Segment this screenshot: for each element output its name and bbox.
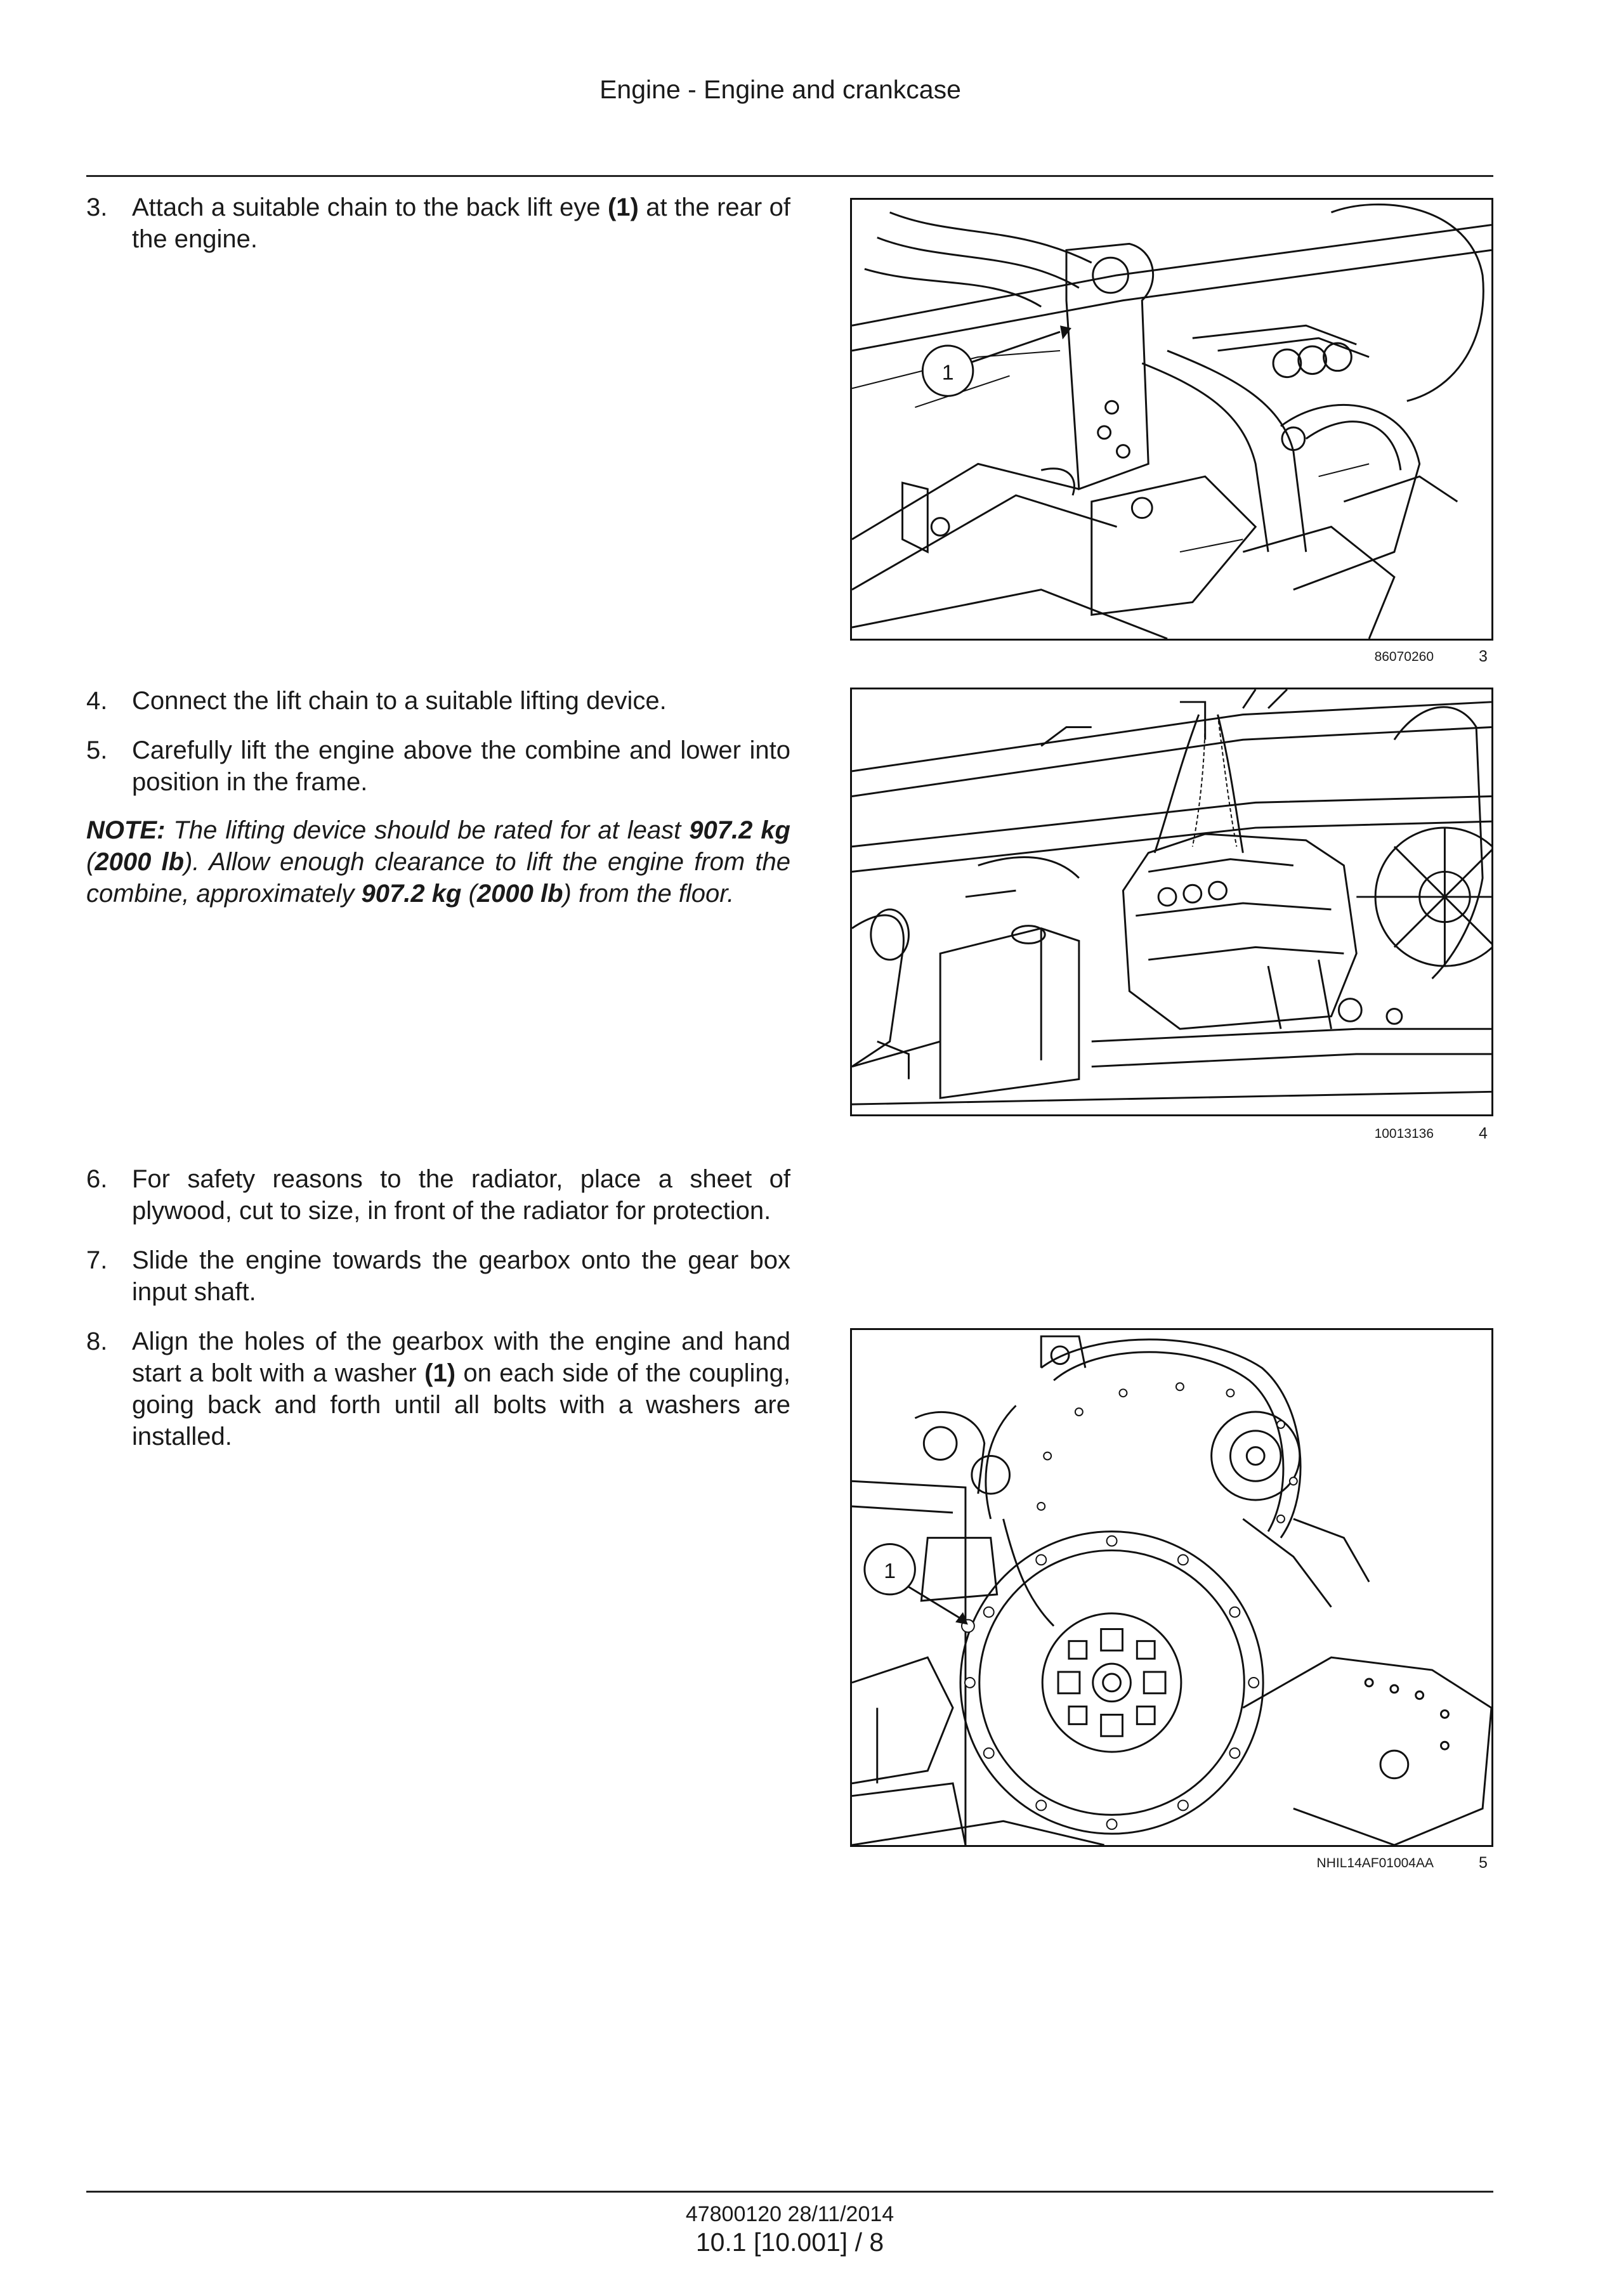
callout-label: 1: [941, 360, 954, 385]
figure-4-engine-lift-illustration: [850, 688, 1493, 1116]
step-text: For safety reasons to the radiator, place a sheet of plywood, cut to size, in front of the radiator for protection.: [132, 1165, 790, 1225]
step-7: [86, 1244, 790, 1308]
lifting-note: NOTE: The lifting device should be rated for at least 907.2 kg (2000 lb). Allow enough clearance to lift the engine from the combine, approximately 907.2 kg (2000 lb) from the floor.: [86, 816, 790, 908]
figure-3-id: 86070260: [1374, 649, 1434, 664]
step-6: [86, 1163, 790, 1227]
step-text: Slide the engine towards the gearbox onto the gear box input shaft.: [132, 1246, 790, 1306]
step-number: 3.: [86, 193, 108, 221]
step-4: [86, 685, 790, 717]
footer-document-id: 47800120 28/11/2014: [685, 2202, 894, 2226]
step-text: Carefully lift the engine above the combine and lower into position in the frame.: [132, 736, 790, 796]
step-3: [86, 192, 790, 255]
figure-5-id: NHIL14AF01004AA: [1316, 1856, 1434, 1870]
header-rule: [86, 175, 1493, 177]
callout-label: 1: [884, 1559, 896, 1584]
footer-rule: [86, 2191, 1493, 2193]
figure-3-lift-eye-illustration: [850, 198, 1493, 641]
figure-5-number: 5: [1479, 1854, 1488, 1872]
footer-page-number: 10.1 [10.001] / 8: [695, 2228, 884, 2257]
figure-4-id: 10013136: [1374, 1126, 1434, 1141]
step-text: Align the holes of the gearbox with the engine and hand start a bolt with a washer (1) on each side of the coupling, going back and forth until all bolts with a washers are installed.: [132, 1327, 790, 1451]
step-number: 8.: [86, 1327, 108, 1355]
figure-3-number: 3: [1479, 648, 1488, 665]
step-text: Connect the lift chain to a suitable lifting device.: [132, 687, 667, 715]
step-8: [86, 1326, 790, 1452]
page-header-title: Engine - Engine and crankcase: [599, 75, 961, 104]
figure-5-gearbox-bolt-illustration: [850, 1328, 1493, 1847]
step-number: 6.: [86, 1165, 108, 1193]
step-number: 7.: [86, 1246, 108, 1274]
step-5: [86, 734, 790, 798]
step-text: Attach a suitable chain to the back lift eye (1) at the rear of the engine.: [132, 193, 790, 253]
flywheel-bolt-circle: [962, 1383, 1297, 1829]
figure-4-number: 4: [1479, 1125, 1488, 1142]
step-number: 4.: [86, 687, 108, 715]
step-number: 5.: [86, 736, 108, 764]
